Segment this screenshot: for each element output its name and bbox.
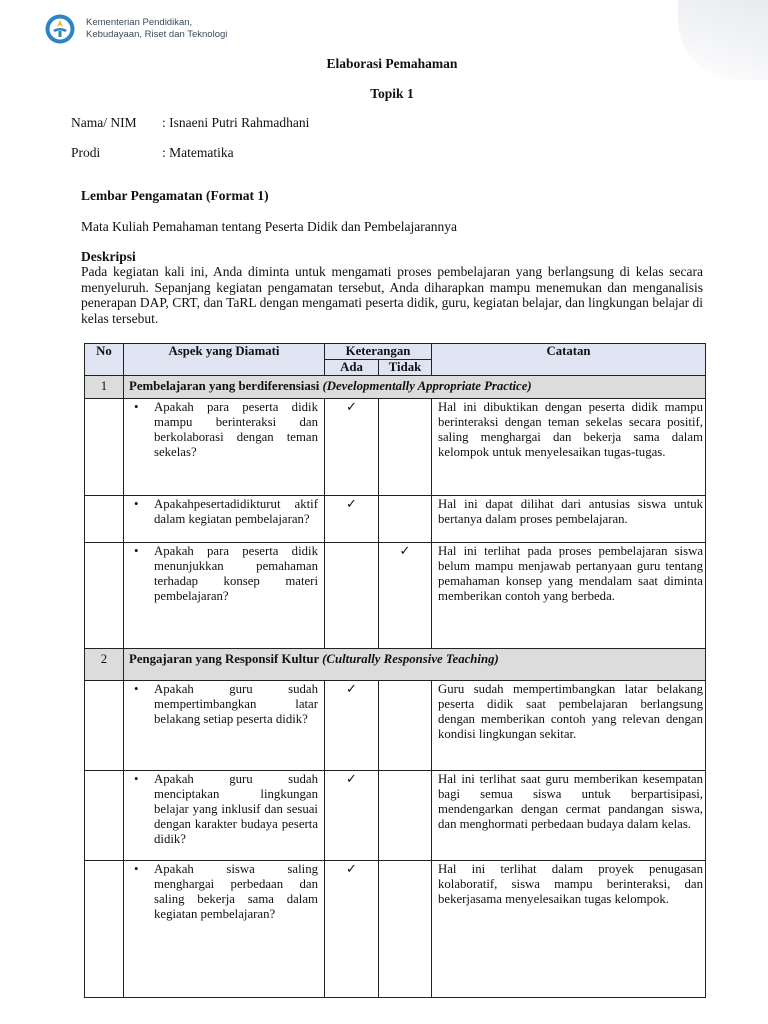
header-keterangan: Keterangan [325, 344, 432, 360]
section-title-text: Pengajaran yang Responsif Kultur [129, 652, 319, 666]
sheet-title: Lembar Pengamatan (Format 1) [81, 188, 269, 203]
section-number: 1 [85, 376, 124, 399]
section-title-italic: (Developmentally Appropriate Practice) [322, 379, 532, 393]
question-text: Apakah siswa saling menghargai perbedaan dan saling bekerja sama dalam kegiatan pembelajaran? [154, 862, 318, 921]
section-title-text: Pembelajaran yang berdiferensiasi [129, 379, 320, 393]
section-title [124, 376, 706, 399]
bullet-icon: • [134, 862, 139, 876]
prodi-label: Prodi [71, 145, 101, 160]
description-text: Pada kegiatan kali ini, Anda diminta untuk mengamati proses pembelajaran yang berlangsung di kelas secara menyeluruh. Sepanjang kegiatan pengamatan tersebut, Anda diharapkan mampu menemukan dan menganalisis penerapan DAP, CRT, dan TaRL dengan mengamati peserta didik, guru, kegiatan belajar, dan lingkungan belajar di kelas tersebut. [81, 264, 703, 326]
observation-table [84, 343, 706, 998]
header-no: No [85, 344, 124, 376]
section-title-italic: (Culturally Responsive Teaching) [322, 652, 499, 666]
prodi-value: : Matematika [162, 145, 234, 160]
question-text: Apakahpesertadidikturut aktif dalam kegiatan pembelajaran? [154, 497, 318, 526]
bullet-icon: • [134, 544, 139, 558]
check-ada-icon: ✓ [325, 399, 379, 496]
check-ada-icon: ✓ [325, 771, 379, 861]
question-text: Apakah para peserta didik mampu berinteraksi dan berkolaborasi dengan teman sekelas? [154, 400, 318, 459]
name-label: Nama/ NIM [71, 115, 137, 130]
note-text: Hal ini terlihat dalam proyek penugasan kolaboratif, siswa mampu berinteraksi, dan bekerjasama menyelesaikan tugas kelompok. [432, 861, 706, 998]
topic-title: Topik 1 [370, 86, 414, 101]
name-value: : Isnaeni Putri Rahmadhani [162, 115, 310, 130]
question-text: Apakah guru sudah mempertimbangkan latar belakang setiap peserta didik? [154, 682, 318, 726]
note-text: Hal ini dibuktikan dengan peserta didik mampu berinteraksi dengan teman sekelas secara positif, saling menghargai dan bekerja sama dalam kelompok untuk menyelesaikan tugas-tugas. [432, 399, 706, 496]
question-text: Apakah para peserta didik menunjukkan pemahaman terhadap konsep materi pembelajaran? [154, 544, 318, 603]
ministry-name-line1: Kementerian Pendidikan, [86, 17, 193, 28]
section-number: 2 [85, 649, 124, 681]
table-row [85, 681, 706, 771]
header-catatan: Catatan [432, 344, 706, 376]
bullet-icon: • [134, 682, 139, 696]
section-title [124, 649, 706, 681]
table-row [85, 399, 706, 496]
check-ada-icon: ✓ [325, 496, 379, 543]
check-ada-icon: ✓ [325, 681, 379, 771]
header-aspect: Aspek yang Diamati [124, 344, 325, 376]
table-row [85, 496, 706, 543]
description-heading: Deskripsi [81, 249, 136, 264]
header-tidak: Tidak [379, 360, 432, 376]
note-text: Guru sudah mempertimbangkan latar belakang peserta didik saat pembelajaran berlangsung dengan memberikan contoh yang relevan dengan kondisi lingkungan sekitar. [432, 681, 706, 771]
note-text: Hal ini dapat dilihat dari antusias siswa untuk bertanya dalam proses pembelajaran. [432, 496, 706, 543]
check-ada-icon: ✓ [325, 861, 379, 998]
table-row [85, 771, 706, 861]
ministry-name-line2: Kebudayaan, Riset dan Teknologi [86, 29, 228, 40]
ministry-header [44, 14, 227, 44]
document-title: Elaborasi Pemahaman [326, 56, 458, 71]
note-text: Hal ini terlihat saat guru memberikan kesempatan bagi semua siswa untuk berpartisipasi, mendengarkan dengan cermat pandangan siswa, dan menghormati perbedaan budaya dalam kelas. [432, 771, 706, 861]
table-row [85, 861, 706, 998]
bullet-icon: • [134, 772, 139, 786]
bullet-icon: • [134, 497, 139, 511]
question-text: Apakah guru sudah menciptakan lingkungan belajar yang inklusif dan sesuai dengan karakter budaya peserta didik? [154, 772, 318, 846]
header-ada: Ada [325, 360, 379, 376]
course-name: Mata Kuliah Pemahaman tentang Peserta Didik dan Pembelajarannya [81, 219, 458, 234]
section-row [85, 376, 706, 399]
section-row [85, 649, 706, 681]
tut-wuri-handayani-emblem-icon [44, 14, 76, 44]
note-text: Hal ini terlihat pada proses pembelajaran siswa belum mampu menjawab pertanyaan guru tentang pemahaman konsep yang mendalam saat diminta memberikan contoh yang berbeda. [432, 543, 706, 649]
check-tidak-icon: ✓ [379, 543, 432, 649]
bullet-icon: • [134, 400, 139, 414]
table-row [85, 543, 706, 649]
